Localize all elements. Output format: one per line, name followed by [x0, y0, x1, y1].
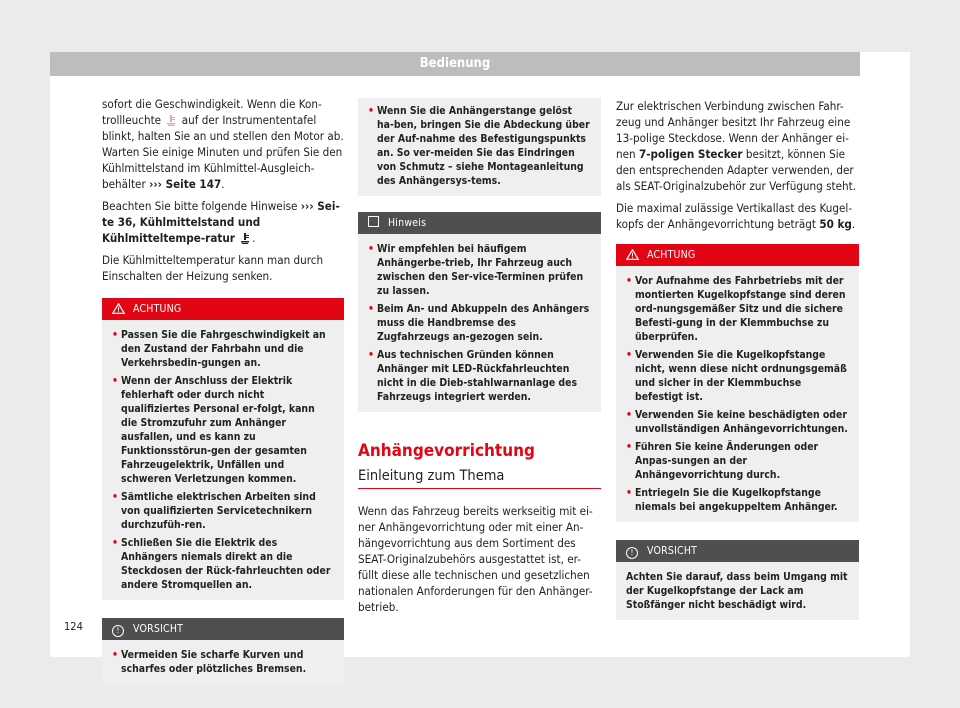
- bullet-icon: •: [368, 349, 374, 361]
- section-heading: [358, 440, 601, 489]
- list-item: • Verwenden Sie die Kugelkopfstange nicht, wenn diese nicht ordnungsgemäß und sicher in der Klemmbuchse befestigt ist.: [626, 349, 847, 403]
- paragraph-notes-reference: Beachten Sie bitte folgende Hinweise ››› Sei-te 36, Kühlmittelstand und Kühlmitteltempe-ratur .: [102, 199, 340, 245]
- page-number: 124: [64, 620, 83, 633]
- bullet-icon: •: [626, 275, 632, 287]
- column-1: [102, 96, 344, 684]
- achtung-header: ACHTUNG: [616, 244, 859, 266]
- vorsicht-body: [102, 640, 344, 684]
- list-item: • Schließen Sie die Elektrik des Anhängers niemals direkt an die Steckdosen der Rück-fahrleuchten oder andere Stromquellen an.: [112, 537, 331, 591]
- bullet-icon: •: [112, 491, 118, 503]
- note-icon: [368, 216, 379, 227]
- paragraph-socket: Zur elektrischen Verbindung zwischen Fahr-zeug und Anhänger besitzt Ihr Fahrzeug eine 13-polige Steckdose. Wenn der Anhänger ei-nen 7-poligen Stecker besitzt, können Sie den entsprechenden Adapter verwenden, der als SEAT-Originalzubehör zur Verfügung steht.: [616, 99, 857, 193]
- bullet-icon: •: [368, 105, 374, 117]
- section-title: Anhängevorrichtung: [358, 441, 535, 461]
- paragraph-heating: Die Kühlmitteltemperatur kann man durch Einschalten der Heizung senken.: [102, 253, 324, 283]
- vorsicht-box: [102, 618, 344, 684]
- achtung-header: ACHTUNG: [102, 298, 344, 320]
- list-item: • Verwenden Sie keine beschädigten oder unvollständigen Anhängevorrichtungen.: [626, 409, 848, 435]
- hinweis-box: [358, 212, 601, 412]
- list-item: • Wir empfehlen bei häufigem Anhängerbe-trieb, Ihr Fahrzeug auch zwischen den Ser-vice-Terminen prüfen zu lassen.: [368, 243, 584, 297]
- achtung-body: [102, 320, 344, 600]
- paragraph-coolant-warning: sofort die Geschwindigkeit. Wenn die Kon-trollleuchte auf der Instrumententafel blinkt, halten Sie an und stellen den Motor ab. Warten Sie einige Minuten und prüfen Sie den Kühlmittelstand im Kühlmittel-Ausgleich-behälter ››› Seite 147.: [102, 97, 344, 191]
- bullet-icon: •: [626, 487, 632, 499]
- list-item: • Führen Sie keine Änderungen oder Anpas-sungen an der Anhängevorrichtung durch.: [626, 441, 819, 481]
- header-title: Bedienung: [419, 56, 491, 71]
- paragraph-vertical-load: Die maximal zulässige Vertikallast des Kugel-kopfs der Anhängevorrichtung beträgt 50 kg.: [616, 201, 856, 231]
- page-link-147[interactable]: ››› Seite 147: [149, 177, 222, 191]
- vorsicht-body: Achten Sie darauf, dass beim Umgang mit der Kugelkopfstange der Lack am Stoßfänger nicht beschädigt wird.: [626, 571, 848, 611]
- list-item: • Sämtliche elektrischen Arbeiten sind von qualifizierten Servicetechnikern durchzufüh-ren.: [112, 491, 316, 531]
- bullet-icon: •: [368, 243, 374, 255]
- vorsicht-header: ! VORSICHT: [102, 618, 344, 640]
- hinweis-body: [358, 234, 601, 412]
- bullet-icon: •: [368, 303, 374, 315]
- paragraph-intro: Wenn das Fahrzeug bereits werkseitig mit ei-ner Anhängevorrichtung oder mit einer An-hängevorrichtung aus dem Sortiment des SEAT-Originalzubehörs ausgestattet ist, er-füllt diese alle technischen und gesetzlichen nationalen Anforderungen für den Anhänger-betrieb.: [358, 504, 593, 614]
- achtung-continuation-body: [358, 98, 601, 196]
- list-item: • Beim An- und Abkuppeln des Anhängers muss die Handbremse des Zugfahrzeugs an-gezogen sein.: [368, 303, 590, 343]
- info-circle-icon: !: [626, 547, 638, 559]
- list-item: • Passen Sie die Fahrgeschwindigkeit an den Zustand der Fahrbahn und die Verkehrsbedin-gungen an.: [112, 329, 326, 369]
- list-item: • Wenn der Anschluss der Elektrik fehlerhaft oder durch nicht qualifiziertes Personal er-folgt, kann die Stromzufuhr zum Anhänger ausfallen, und es kann zu Funktionsstörun-gen der gesamten Fahrzeugelektrik, Unfällen und schweren Verletzungen kommen.: [112, 375, 315, 485]
- column-2: [358, 98, 601, 621]
- warning-triangle-icon: [626, 249, 639, 260]
- coolant-temperature-icon: [240, 233, 250, 244]
- warning-triangle-icon: [112, 303, 125, 314]
- bullet-icon: •: [626, 409, 632, 421]
- page-link-36[interactable]: ››› Sei-te 36, Kühlmittelstand und Kühlmitteltempe-ratur: [102, 199, 340, 245]
- section-subtitle: Einleitung zum Thema: [358, 468, 601, 489]
- bullet-icon: •: [112, 329, 118, 341]
- vorsicht-header: ! VORSICHT: [616, 540, 859, 562]
- list-item: • Aus technischen Gründen können Anhänger mit LED-Rückfahrleuchten nicht in die Dieb-stahlwarnanlage des Fahrzeugs integriert werden.: [368, 349, 578, 403]
- running-header: [50, 52, 860, 76]
- achtung-continuation-box: [358, 98, 601, 196]
- bullet-icon: •: [626, 349, 632, 361]
- info-circle-icon: !: [112, 625, 124, 637]
- achtung-box: [616, 244, 859, 522]
- achtung-body: [616, 266, 859, 522]
- coolant-temperature-icon: [166, 115, 176, 126]
- hinweis-header: Hinweis: [358, 212, 601, 234]
- bullet-icon: •: [112, 649, 118, 661]
- list-item: • Vermeiden Sie scharfe Kurven und scharfes oder plötzliches Bremsen.: [112, 649, 307, 675]
- bullet-icon: •: [626, 441, 632, 453]
- bullet-icon: •: [112, 375, 118, 387]
- vorsicht-box: [616, 540, 859, 620]
- list-item: • Entriegeln Sie die Kugelkopfstange niemals bei angekuppeltem Anhänger.: [626, 487, 838, 513]
- bullet-icon: •: [112, 537, 118, 549]
- list-item: • Wenn Sie die Anhängerstange gelöst ha-ben, bringen Sie die Abdeckung über der Auf-nahme des Befestigungspunkts an. So ver-meiden Sie das Eindringen von Schmutz – siehe Montageanleitung des Anhängersys-tems.: [368, 105, 590, 187]
- column-3: [616, 98, 859, 620]
- achtung-box: [102, 298, 344, 600]
- list-item: • Vor Aufnahme des Fahrbetriebs mit der montierten Kugelkopfstange sind deren ord-nungsgemäßer Sitz und die sichere Befesti-gung in der Klemmbuchse zu überprüfen.: [626, 275, 846, 343]
